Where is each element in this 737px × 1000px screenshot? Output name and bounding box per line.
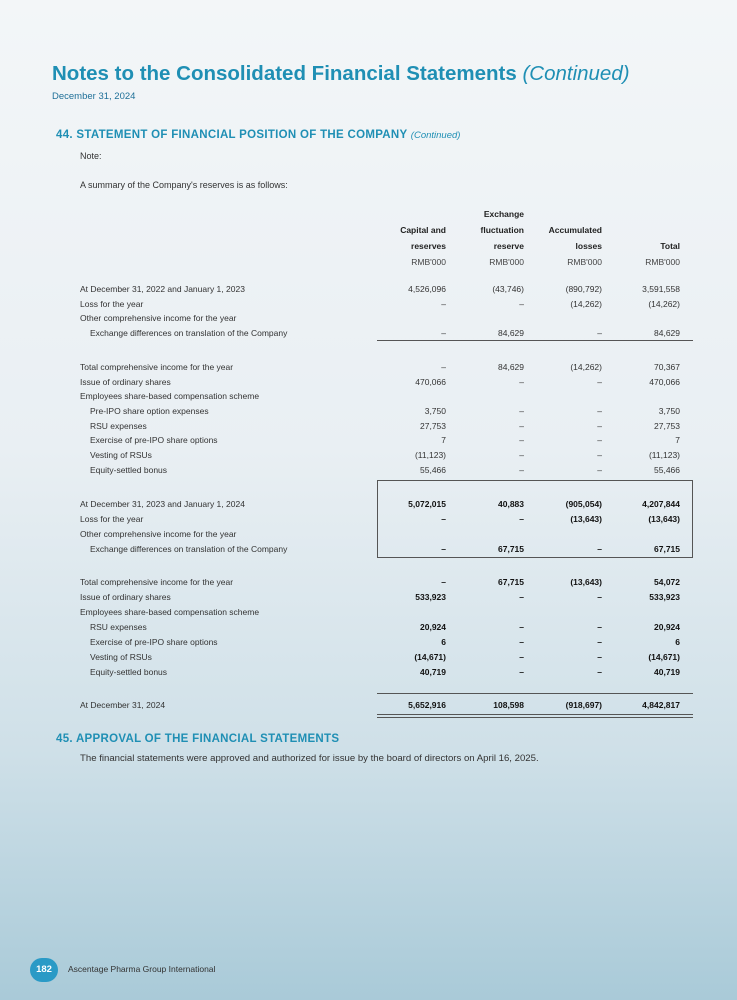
table-cell: 67,715 [654, 544, 680, 554]
table-cell: (918,697) [565, 700, 602, 710]
table-cell: 533,923 [649, 592, 680, 602]
column-unit: RMB'000 [567, 257, 602, 267]
table-cell: 84,629 [498, 327, 524, 338]
summary-text: A summary of the Company's reserves is as follows: [80, 180, 288, 190]
table-row [0, 448, 737, 463]
table-cell: – [519, 465, 524, 475]
table-cell: – [519, 406, 524, 416]
table-cell: (43,746) [492, 284, 524, 294]
row-label: At December 31, 2023 and January 1, 2024 [80, 499, 245, 509]
table-cell: 6 [675, 637, 680, 647]
table-row [0, 311, 737, 326]
table-cell: 55,466 [420, 465, 446, 475]
page-title-suffix: (Continued) [522, 62, 630, 85]
table-cell: (14,262) [570, 362, 602, 372]
column-header-line: reserve [493, 241, 524, 251]
table-cell: (11,123) [648, 450, 680, 460]
table-cell: 20,924 [420, 622, 446, 632]
row-label: Issue of ordinary shares [80, 376, 171, 387]
table-row [0, 389, 737, 404]
table-cell: – [441, 577, 446, 587]
page-number-badge: 182 [30, 958, 58, 982]
row-label: Exercise of pre-IPO share options [90, 435, 218, 445]
table-row [0, 404, 737, 419]
row-label: Loss for the year [80, 298, 144, 309]
table-row [0, 575, 737, 590]
table-cell: 5,652,916 [408, 700, 446, 710]
section-44-heading: 44. STATEMENT OF FINANCIAL POSITION OF THE COMPANY (Continued) [56, 129, 461, 141]
approval-text: The financial statements were approved and authorized for issue by the board of directors on April 16, 2025. [80, 753, 539, 764]
table-cell: 84,629 [654, 327, 680, 338]
table-row [0, 512, 737, 527]
table-cell: (14,262) [570, 298, 602, 309]
row-label: Vesting of RSUs [90, 450, 152, 460]
table-cell: 3,750 [424, 406, 446, 416]
column-unit: RMB'000 [489, 257, 524, 267]
table-cell: – [597, 592, 602, 602]
table-cell: – [597, 637, 602, 647]
table-cell: – [597, 465, 602, 475]
table-row [0, 698, 737, 713]
table-cell: (14,671) [648, 652, 680, 662]
table-row [0, 665, 737, 680]
table-cell: – [597, 667, 602, 677]
table-cell: 40,883 [498, 499, 524, 509]
table-row [0, 590, 737, 605]
table-cell: 533,923 [415, 592, 446, 602]
rule [377, 480, 378, 558]
table-row [0, 650, 737, 665]
table-cell: 54,072 [654, 577, 680, 587]
table-cell: – [519, 667, 524, 677]
table-row [0, 297, 737, 312]
double-rule [377, 714, 693, 718]
column-header-line: Capital and [400, 225, 446, 235]
table-cell: 4,207,844 [642, 499, 680, 509]
table-row [0, 527, 737, 542]
table-cell: – [441, 327, 446, 338]
report-date: December 31, 2024 [52, 91, 136, 102]
table-row [0, 282, 737, 297]
table-cell: (11,123) [414, 450, 446, 460]
column-unit: RMB'000 [411, 257, 446, 267]
row-label: Employees share-based compensation scheme [80, 391, 260, 401]
table-row [0, 433, 737, 448]
table-cell: – [519, 622, 524, 632]
column-header-line [374, 206, 446, 222]
column-header-line [608, 206, 680, 222]
section-44-heading-suffix: (Continued) [410, 130, 461, 141]
table-cell: – [441, 544, 446, 554]
table-cell: 5,072,015 [408, 499, 446, 509]
table-row [0, 326, 737, 341]
table-cell: – [597, 652, 602, 662]
table-row [0, 620, 737, 635]
row-label: Equity-settled bonus [90, 465, 168, 475]
table-cell: – [597, 376, 602, 387]
column-header-line: fluctuation [480, 225, 524, 235]
table-cell: 470,066 [649, 376, 680, 387]
column-header-line [608, 222, 680, 238]
table-row [0, 375, 737, 390]
table-cell: – [597, 420, 602, 431]
table-cell: – [519, 435, 524, 445]
rule [377, 340, 693, 341]
rule [377, 480, 693, 481]
column-header-line: losses [575, 241, 602, 251]
row-label: Exercise of pre-IPO share options [90, 637, 218, 647]
table-cell: – [519, 592, 524, 602]
rule [692, 480, 693, 558]
row-label: Other comprehensive income for the year [80, 313, 237, 323]
row-label: Employees share-based compensation scheme [80, 607, 260, 617]
table-cell: – [597, 622, 602, 632]
table-cell: 470,066 [415, 376, 446, 387]
table-cell: 7 [441, 435, 446, 445]
note-label: Note: [80, 151, 102, 161]
row-label: RSU expenses [90, 622, 147, 632]
rule [377, 557, 693, 558]
table-cell: – [519, 420, 524, 431]
row-label: Exchange differences on translation of the Company [90, 327, 288, 338]
table-cell: 84,629 [498, 362, 524, 372]
table-cell: 40,719 [420, 667, 446, 677]
table-cell: 67,715 [498, 577, 524, 587]
table-row [0, 419, 737, 434]
table-cell: 4,842,817 [642, 700, 680, 710]
table-cell: – [519, 652, 524, 662]
table-cell: – [597, 406, 602, 416]
table-cell: 67,715 [498, 544, 524, 554]
table-row [0, 605, 737, 620]
rule [377, 693, 693, 694]
column-header [452, 206, 524, 270]
table-cell: – [441, 298, 446, 309]
column-header [374, 206, 446, 270]
table-cell: – [597, 544, 602, 554]
row-label: Vesting of RSUs [90, 652, 152, 662]
row-label: Exchange differences on translation of the Company [90, 544, 288, 554]
footer-company-name: Ascentage Pharma Group International [68, 964, 216, 974]
table-cell: – [519, 450, 524, 460]
table-cell: (13,643) [570, 514, 602, 524]
row-label: Issue of ordinary shares [80, 592, 171, 602]
table-row [0, 635, 737, 650]
table-row [0, 463, 737, 478]
row-label: Other comprehensive income for the year [80, 529, 237, 539]
table-cell: 3,750 [658, 406, 680, 416]
column-header [530, 206, 602, 270]
table-cell: – [519, 514, 524, 524]
table-cell: 4,526,096 [408, 284, 446, 294]
table-cell: – [441, 362, 446, 372]
table-cell: 6 [441, 637, 446, 647]
column-header-line: Exchange [483, 209, 524, 219]
table-cell: – [597, 327, 602, 338]
table-cell: (13,643) [570, 577, 602, 587]
table-cell: 7 [675, 435, 680, 445]
table-cell: – [519, 637, 524, 647]
table-cell: 70,367 [654, 362, 680, 372]
row-label: Total comprehensive income for the year [80, 577, 234, 587]
row-label: At December 31, 2022 and January 1, 2023 [80, 284, 245, 294]
column-header-line: Total [660, 241, 680, 251]
column-header [608, 206, 680, 270]
column-header-line: reserves [411, 241, 446, 251]
table-cell: 27,753 [420, 420, 446, 431]
table-cell: 108,598 [493, 700, 524, 710]
table-cell: 55,466 [654, 465, 680, 475]
table-cell: 40,719 [654, 667, 680, 677]
table-cell: (14,671) [414, 652, 446, 662]
table-cell: – [519, 298, 524, 309]
table-cell: – [597, 435, 602, 445]
table-cell: – [597, 450, 602, 460]
table-cell: – [519, 376, 524, 387]
row-label: Total comprehensive income for the year [80, 362, 234, 372]
table-cell: 3,591,558 [642, 284, 680, 294]
column-unit: RMB'000 [645, 257, 680, 267]
table-row [0, 497, 737, 512]
row-label: Loss for the year [80, 514, 144, 524]
table-cell: 27,753 [654, 420, 680, 431]
table-cell: (905,054) [565, 499, 602, 509]
row-label: RSU expenses [90, 420, 147, 431]
page-title: Notes to the Consolidated Financial Statements (Continued) [52, 62, 630, 85]
table-row [0, 360, 737, 375]
row-label: Pre-IPO share option expenses [90, 406, 209, 416]
table-cell: (13,643) [648, 514, 680, 524]
table-cell: (890,792) [565, 284, 602, 294]
section-45-heading: 45. APPROVAL OF THE FINANCIAL STATEMENTS [56, 733, 340, 745]
row-label: Equity-settled bonus [90, 667, 168, 677]
row-label: At December 31, 2024 [80, 700, 166, 710]
table-cell: (14,262) [648, 298, 680, 309]
column-header-line [530, 206, 602, 222]
table-cell: 20,924 [654, 622, 680, 632]
table-row [0, 542, 737, 557]
table-cell: – [441, 514, 446, 524]
column-header-line: Accumulated [548, 225, 602, 235]
